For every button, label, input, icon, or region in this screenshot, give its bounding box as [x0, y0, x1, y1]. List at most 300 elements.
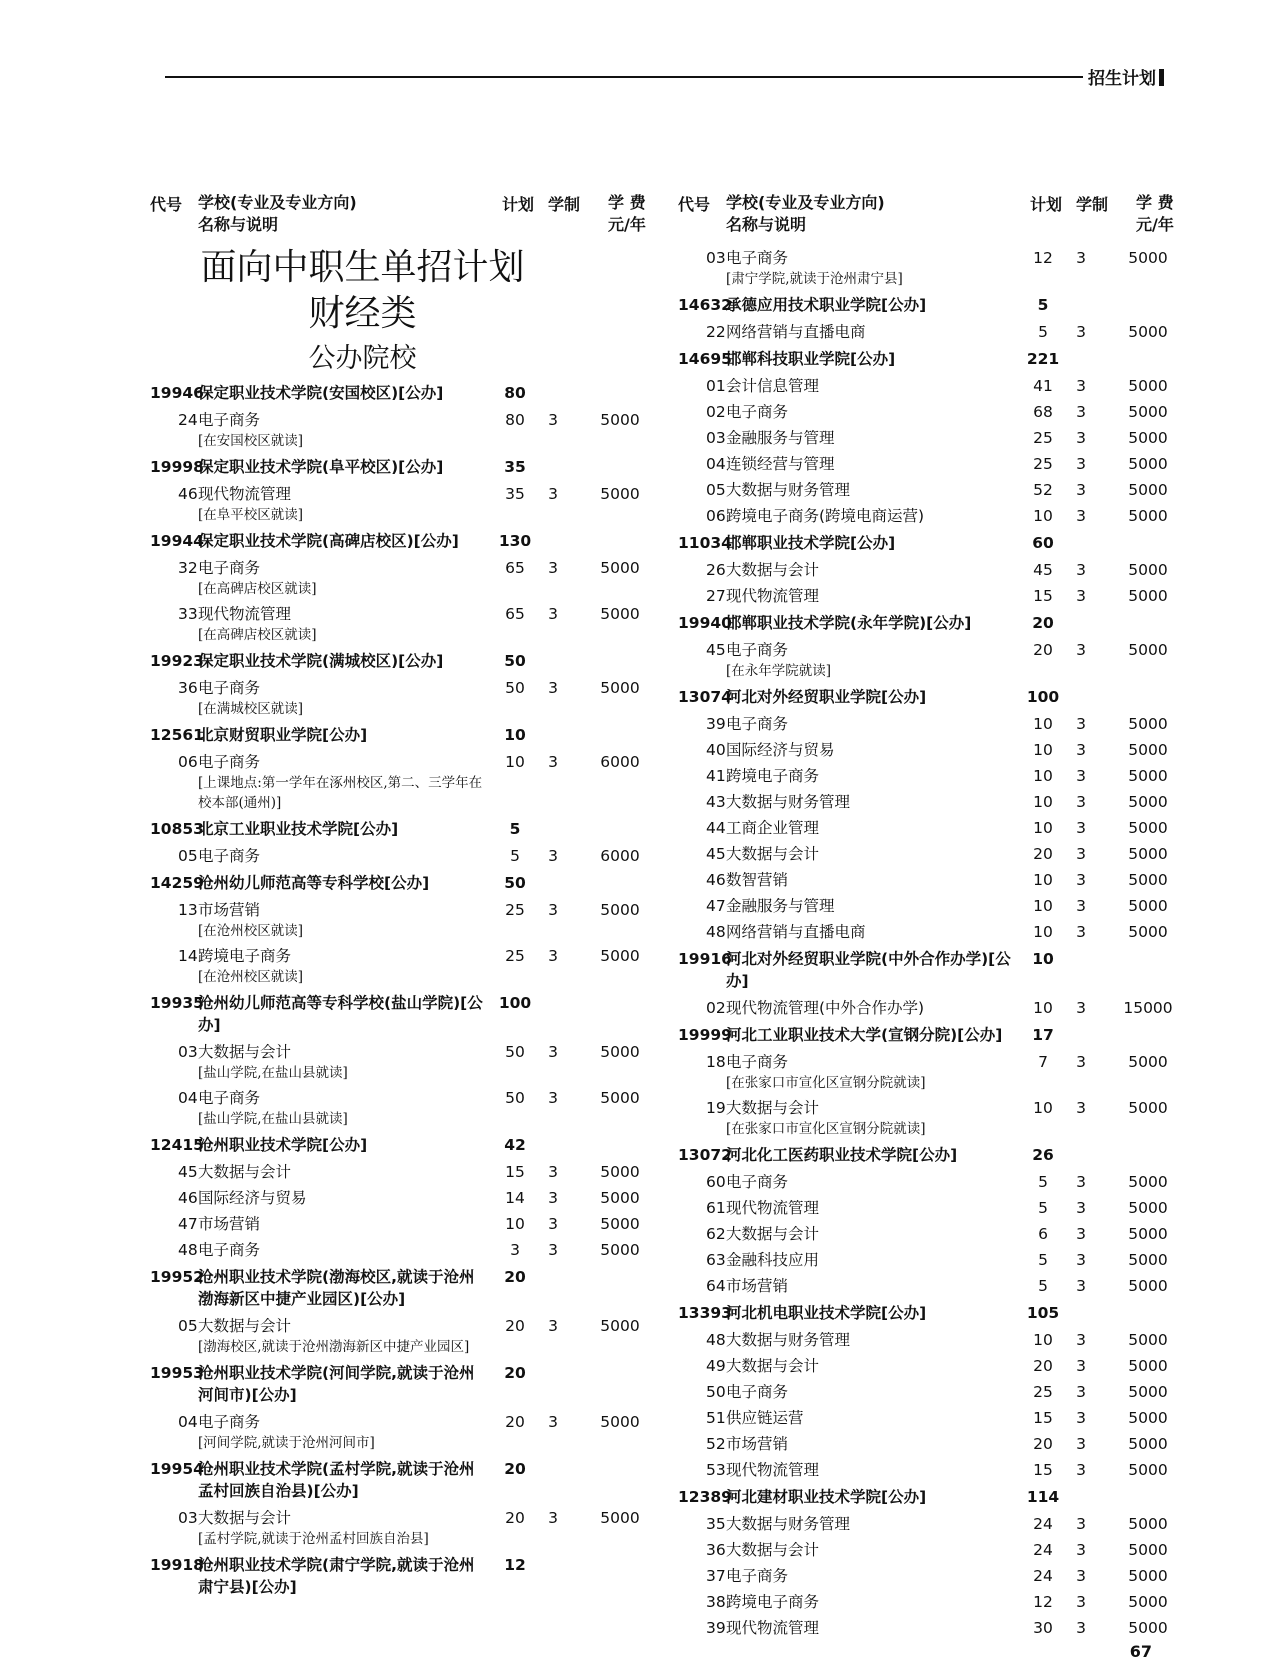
plan-cell: 130: [498, 532, 532, 550]
fee-cell: 5000: [1128, 1277, 1168, 1295]
plan-cell: 25: [1033, 1383, 1053, 1401]
name-cell: 电子商务: [726, 1173, 789, 1191]
plan-cell: 60: [1032, 534, 1054, 552]
plan-cell: 15: [1033, 587, 1053, 605]
note-cell: [在安国校区就读]: [198, 433, 304, 449]
school-row: [150, 1551, 650, 1601]
school-row: [150, 1359, 650, 1409]
major-row: [678, 711, 1178, 737]
plan-cell: 24: [1033, 1541, 1053, 1559]
code-cell: 13393: [678, 1304, 732, 1322]
code-cell: 19952: [150, 1268, 204, 1286]
plan-cell: 10: [1033, 1331, 1053, 1349]
header-plan: 计划: [1030, 195, 1063, 214]
fee-cell: 5000: [1128, 1331, 1168, 1349]
duration-cell: 3: [548, 947, 558, 965]
fee-cell: 5000: [600, 559, 640, 577]
fee-cell: 5000: [1128, 1173, 1168, 1191]
fee-cell: 5000: [600, 605, 640, 623]
note-cell: [河间学院,就读于沧州河间市]: [198, 1435, 375, 1451]
duration-cell: 3: [1076, 1251, 1086, 1269]
plan-cell: 80: [505, 411, 525, 429]
code-cell: 46: [178, 485, 198, 503]
code-cell: 19935: [150, 994, 204, 1012]
fee-cell: 5000: [1128, 403, 1168, 421]
name-cell: 供应链运营: [726, 1409, 804, 1427]
major-row: [150, 675, 650, 721]
note-cell: [在永年学院就读]: [726, 663, 832, 679]
name-cell: 承德应用技术职业学院[公办]: [726, 296, 927, 314]
fee-cell: 5000: [600, 1189, 640, 1207]
code-cell: 51: [706, 1409, 726, 1427]
duration-cell: 3: [1076, 1199, 1086, 1217]
plan-cell: 25: [505, 901, 525, 919]
major-row: [678, 919, 1178, 945]
plan-cell: 5: [1038, 1199, 1048, 1217]
major-row: [150, 943, 650, 989]
note-cell: [盐山学院,在盐山县就读]: [198, 1065, 348, 1081]
code-cell: 03: [178, 1043, 198, 1061]
code-cell: 39: [706, 1619, 726, 1637]
plan-cell: 52: [1033, 481, 1053, 499]
duration-cell: 3: [1076, 845, 1086, 863]
header-name: [726, 192, 885, 236]
plan-cell: 20: [504, 1268, 526, 1286]
duration-cell: 3: [1076, 1383, 1086, 1401]
fee-cell: 5000: [600, 1215, 640, 1233]
code-cell: 19918: [150, 1556, 204, 1574]
fee-cell: 5000: [1128, 1199, 1168, 1217]
code-cell: 19953: [150, 1364, 204, 1382]
major-row: [678, 373, 1178, 399]
plan-cell: 20: [504, 1364, 526, 1382]
name-cell: 大数据与会计: [726, 1357, 820, 1375]
header-duration: 学制: [1076, 195, 1109, 214]
plan-cell: 68: [1033, 403, 1053, 421]
plan-cell: 6: [1038, 1225, 1048, 1243]
major-row: [678, 1511, 1178, 1537]
plan-cell: 3: [510, 1241, 520, 1259]
header-fee-line2: 元/年: [1136, 215, 1174, 234]
name-cell: 河北机电职业技术学院[公办]: [726, 1304, 927, 1322]
code-cell: 01: [706, 377, 726, 395]
note-cell: [肃宁学院,就读于沧州肃宁县]: [726, 271, 903, 287]
name-cell: 现代物流管理: [726, 1461, 820, 1479]
name-cell: 大数据与财务管理: [726, 1515, 851, 1533]
fee-cell: 5000: [1128, 455, 1168, 473]
major-row: [678, 1169, 1178, 1195]
fee-cell: 5000: [600, 1317, 640, 1335]
plan-cell: 15: [505, 1163, 525, 1181]
code-cell: 60: [706, 1173, 726, 1191]
school-row: [678, 945, 1178, 995]
code-cell: 05: [706, 481, 726, 499]
main-title: 面向中职生单招计划: [200, 247, 525, 288]
code-cell: 49: [706, 1357, 726, 1375]
plan-cell: 20: [505, 1413, 525, 1431]
duration-cell: 3: [1076, 561, 1086, 579]
duration-cell: 3: [548, 847, 558, 865]
school-row: [678, 1483, 1178, 1511]
major-row: [678, 1615, 1178, 1641]
code-cell: 62: [706, 1225, 726, 1243]
plan-cell: 20: [1033, 641, 1053, 659]
plan-cell: 5: [1037, 296, 1049, 314]
fee-cell: 5000: [1128, 923, 1168, 941]
code-cell: 63: [706, 1251, 726, 1269]
note-cell: [在沧州校区就读]: [198, 969, 304, 985]
major-row: [678, 425, 1178, 451]
header-name-line2: 名称与说明: [198, 215, 279, 234]
duration-cell: 3: [1076, 1619, 1086, 1637]
plan-cell: 42: [504, 1136, 526, 1154]
school-row: [150, 1455, 650, 1505]
major-row: [678, 1327, 1178, 1353]
plan-cell: 24: [1033, 1567, 1053, 1585]
fee-cell: 5000: [600, 485, 640, 503]
major-row: [150, 1211, 650, 1237]
duration-cell: 3: [1076, 377, 1086, 395]
school-row: [678, 345, 1178, 373]
duration-cell: 3: [1076, 1515, 1086, 1533]
name-cell: 河北工业职业技术大学(宣钢分院)[公办]: [726, 1026, 1003, 1044]
fee-cell: 5000: [1128, 1593, 1168, 1611]
plan-cell: 10: [1033, 1099, 1053, 1117]
major-row: [678, 763, 1178, 789]
major-row: [678, 477, 1178, 503]
school-row: [150, 815, 650, 843]
duration-cell: 3: [548, 1317, 558, 1335]
fee-cell: 5000: [1128, 1461, 1168, 1479]
major-row: [678, 815, 1178, 841]
fee-cell: 5000: [1128, 1541, 1168, 1559]
name-cell: 跨境电子商务: [198, 947, 292, 965]
code-cell: 47: [706, 897, 726, 915]
school-row: [678, 609, 1178, 637]
name-cell: 电子商务: [198, 1413, 261, 1431]
plan-cell: 10: [1032, 950, 1054, 968]
school-row: [678, 1299, 1178, 1327]
duration-cell: 3: [1076, 1567, 1086, 1585]
major-row: [150, 1313, 650, 1359]
plan-cell: 114: [1026, 1488, 1060, 1506]
name-cell: 电子商务: [198, 1089, 261, 1107]
major-row: [678, 995, 1178, 1021]
plan-cell: 65: [505, 559, 525, 577]
plan-cell: 20: [505, 1509, 525, 1527]
code-cell: 19923: [150, 652, 204, 670]
duration-cell: 3: [1076, 481, 1086, 499]
major-row: [678, 1457, 1178, 1483]
code-cell: 19999: [678, 1026, 732, 1044]
duration-cell: 3: [1076, 1053, 1086, 1071]
code-cell: 14259: [150, 874, 204, 892]
major-row: [678, 1563, 1178, 1589]
plan-cell: 17: [1032, 1026, 1054, 1044]
duration-cell: 3: [1076, 323, 1086, 341]
duration-cell: 3: [548, 485, 558, 503]
duration-cell: 3: [548, 411, 558, 429]
duration-cell: 3: [548, 901, 558, 919]
duration-cell: 3: [1076, 1331, 1086, 1349]
fee-cell: 5000: [600, 1509, 640, 1527]
school-row: [150, 1263, 650, 1313]
name-cell: 河北建材职业技术学院[公办]: [726, 1488, 927, 1506]
fee-cell: 5000: [1128, 249, 1168, 267]
duration-cell: 3: [1076, 1277, 1086, 1295]
name-cell: 沧州职业技术学院(孟村学院,就读于沧州孟村回族自治县)[公办]: [198, 1460, 475, 1500]
duration-cell: 3: [1076, 1541, 1086, 1559]
code-cell: 36: [178, 679, 198, 697]
code-cell: 05: [178, 1317, 198, 1335]
plan-cell: 50: [505, 1043, 525, 1061]
plan-cell: 10: [1033, 897, 1053, 915]
duration-cell: 3: [1076, 1099, 1086, 1117]
major-row: [678, 583, 1178, 609]
duration-cell: 3: [1076, 1357, 1086, 1375]
plan-cell: 5: [510, 847, 520, 865]
name-cell: 市场营销: [726, 1435, 789, 1453]
major-row: [150, 1185, 650, 1211]
plan-cell: 10: [505, 753, 525, 771]
plan-cell: 65: [505, 605, 525, 623]
name-cell: 大数据与会计: [726, 1541, 820, 1559]
code-cell: 38: [706, 1593, 726, 1611]
name-cell: 大数据与会计: [726, 1225, 820, 1243]
header-fee-line1: 学 费: [608, 193, 646, 212]
name-cell: 数智营销: [726, 871, 789, 889]
code-cell: 24: [178, 411, 198, 429]
code-cell: 03: [706, 249, 726, 267]
fee-cell: 5000: [1128, 897, 1168, 915]
code-cell: 03: [706, 429, 726, 447]
fee-cell: 5000: [1128, 1099, 1168, 1117]
fee-cell: 5000: [600, 411, 640, 429]
header-fee: [608, 192, 646, 236]
note-cell: [在高碑店校区就读]: [198, 627, 317, 643]
name-cell: 邯郸职业技术学院(永年学院)[公办]: [726, 614, 972, 632]
school-row: [150, 453, 650, 481]
code-cell: 10853: [150, 820, 204, 838]
code-cell: 04: [706, 455, 726, 473]
duration-cell: 3: [1076, 1225, 1086, 1243]
plan-cell: 20: [1033, 845, 1053, 863]
major-row: [150, 481, 650, 527]
name-cell: 保定职业技术学院(安国校区)[公办]: [198, 384, 444, 402]
duration-cell: 3: [1076, 923, 1086, 941]
fee-cell: 5000: [1128, 1251, 1168, 1269]
fee-cell: 15000: [1123, 999, 1173, 1017]
code-cell: 37: [706, 1567, 726, 1585]
code-cell: 06: [178, 753, 198, 771]
subcategory-title: 公办院校: [308, 343, 417, 374]
fee-cell: 5000: [1128, 641, 1168, 659]
fee-cell: 5000: [1128, 507, 1168, 525]
major-row: [150, 1039, 650, 1085]
plan-cell: 5: [1038, 1251, 1048, 1269]
code-cell: 12389: [678, 1488, 732, 1506]
plan-cell: 10: [1033, 871, 1053, 889]
fee-cell: 5000: [1128, 1225, 1168, 1243]
plan-cell: 10: [1033, 767, 1053, 785]
school-row: [150, 869, 650, 897]
duration-cell: 3: [1076, 429, 1086, 447]
fee-cell: 5000: [1128, 1383, 1168, 1401]
fee-cell: 5000: [600, 1413, 640, 1431]
plan-cell: 12: [504, 1556, 526, 1574]
name-cell: 市场营销: [726, 1277, 789, 1295]
plan-cell: 10: [1033, 507, 1053, 525]
note-cell: [孟村学院,就读于沧州孟村回族自治县]: [198, 1531, 429, 1547]
major-row: [678, 1247, 1178, 1273]
name-cell: 邯郸职业技术学院[公办]: [726, 534, 896, 552]
major-row: [678, 1589, 1178, 1615]
code-cell: 04: [178, 1413, 198, 1431]
name-cell: 沧州职业技术学院(肃宁学院,就读于沧州肃宁县)[公办]: [198, 1556, 475, 1596]
duration-cell: 3: [548, 753, 558, 771]
plan-cell: 30: [1033, 1619, 1053, 1637]
plan-cell: 20: [1033, 1357, 1053, 1375]
plan-cell: 10: [1033, 819, 1053, 837]
name-cell: 大数据与会计: [726, 1099, 820, 1117]
major-row: [150, 1085, 650, 1131]
duration-cell: 3: [548, 679, 558, 697]
name-cell: 连锁经营与管理: [726, 455, 835, 473]
plan-cell: 35: [504, 458, 526, 476]
duration-cell: 3: [1076, 507, 1086, 525]
plan-cell: 10: [504, 726, 526, 744]
note-cell: [在张家口市宣化区宣钢分院就读]: [726, 1075, 926, 1091]
table-header: [150, 190, 650, 245]
code-cell: 40: [706, 741, 726, 759]
major-row: [150, 1159, 650, 1185]
name-cell: 金融科技应用: [726, 1251, 820, 1269]
name-cell: 电子商务: [198, 679, 261, 697]
name-cell: 电子商务: [726, 403, 789, 421]
code-cell: 11034: [678, 534, 732, 552]
plan-cell: 105: [1026, 1304, 1060, 1322]
name-cell: 电子商务: [726, 715, 789, 733]
code-cell: 27: [706, 587, 726, 605]
major-row: [150, 555, 650, 601]
name-cell: 大数据与会计: [198, 1043, 292, 1061]
code-cell: 33: [178, 605, 198, 623]
plan-cell: 14: [505, 1189, 525, 1207]
name-cell: 会计信息管理: [726, 377, 820, 395]
note-cell: [上课地点:第一学年在涿州校区,第二、三学年在校本部(通州)]: [198, 775, 483, 811]
major-row: [678, 737, 1178, 763]
major-row: [678, 1405, 1178, 1431]
code-cell: 02: [706, 999, 726, 1017]
fee-cell: 5000: [1128, 1053, 1168, 1071]
note-cell: [在阜平校区就读]: [198, 507, 304, 523]
code-cell: 19944: [150, 532, 204, 550]
fee-cell: 5000: [600, 679, 640, 697]
plan-cell: 10: [1033, 999, 1053, 1017]
name-cell: 大数据与会计: [198, 1509, 292, 1527]
code-cell: 45: [706, 845, 726, 863]
table-header: [678, 190, 1178, 245]
major-row: [678, 893, 1178, 919]
page-number: 67: [1129, 1642, 1152, 1661]
major-row: [678, 789, 1178, 815]
header-name: [198, 192, 357, 236]
plan-cell: 50: [504, 652, 526, 670]
major-row: [150, 601, 650, 647]
left-rows: [150, 379, 650, 1601]
code-cell: 39: [706, 715, 726, 733]
major-row: [678, 637, 1178, 683]
fee-cell: 5000: [1128, 1435, 1168, 1453]
plan-cell: 24: [1033, 1515, 1053, 1533]
header-rule: [165, 76, 1083, 78]
name-cell: 大数据与财务管理: [726, 481, 851, 499]
code-cell: 12561: [150, 726, 204, 744]
plan-cell: 5: [509, 820, 521, 838]
plan-cell: 5: [1038, 323, 1048, 341]
name-cell: 北京财贸职业学院[公办]: [198, 726, 368, 744]
right-column: [678, 190, 1178, 1641]
duration-cell: 3: [1076, 455, 1086, 473]
duration-cell: 3: [1076, 641, 1086, 659]
name-cell: 电子商务: [726, 249, 789, 267]
fee-cell: 5000: [1128, 1515, 1168, 1533]
code-cell: 46: [178, 1189, 198, 1207]
fee-cell: 5000: [1128, 429, 1168, 447]
duration-cell: 3: [548, 1163, 558, 1181]
name-cell: 保定职业技术学院(满城校区)[公办]: [198, 652, 444, 670]
school-row: [678, 1141, 1178, 1169]
plan-cell: 221: [1026, 350, 1060, 368]
duration-cell: 3: [1076, 793, 1086, 811]
duration-cell: 3: [1076, 587, 1086, 605]
fee-cell: 5000: [600, 901, 640, 919]
code-cell: 61: [706, 1199, 726, 1217]
plan-cell: 41: [1033, 377, 1053, 395]
major-row: [150, 407, 650, 453]
duration-cell: 3: [1076, 999, 1086, 1017]
code-cell: 48: [178, 1241, 198, 1259]
major-row: [678, 451, 1178, 477]
name-cell: 金融服务与管理: [726, 429, 835, 447]
duration-cell: 3: [548, 605, 558, 623]
header-fee-line1: 学 费: [1136, 193, 1174, 212]
code-cell: 19998: [150, 458, 204, 476]
note-cell: [盐山学院,在盐山县就读]: [198, 1111, 348, 1127]
major-row: [150, 897, 650, 943]
duration-cell: 3: [1076, 897, 1086, 915]
school-row: [150, 379, 650, 407]
name-cell: 网络营销与直播电商: [726, 923, 866, 941]
fee-cell: 5000: [1128, 587, 1168, 605]
fee-cell: 5000: [1128, 561, 1168, 579]
name-cell: 北京工业职业技术学院[公办]: [198, 820, 399, 838]
name-cell: 市场营销: [198, 901, 261, 919]
code-cell: 22: [706, 323, 726, 341]
name-cell: 电子商务: [726, 1383, 789, 1401]
duration-cell: 3: [1076, 767, 1086, 785]
code-cell: 13072: [678, 1146, 732, 1164]
code-cell: 13: [178, 901, 198, 919]
major-row: [150, 1237, 650, 1263]
major-row: [678, 1049, 1178, 1095]
code-cell: 41: [706, 767, 726, 785]
fee-cell: 5000: [1128, 1357, 1168, 1375]
name-cell: 保定职业技术学院(高碑店校区)[公办]: [198, 532, 459, 550]
fee-cell: 6000: [600, 847, 640, 865]
major-row: [678, 1537, 1178, 1563]
fee-cell: 5000: [1128, 767, 1168, 785]
